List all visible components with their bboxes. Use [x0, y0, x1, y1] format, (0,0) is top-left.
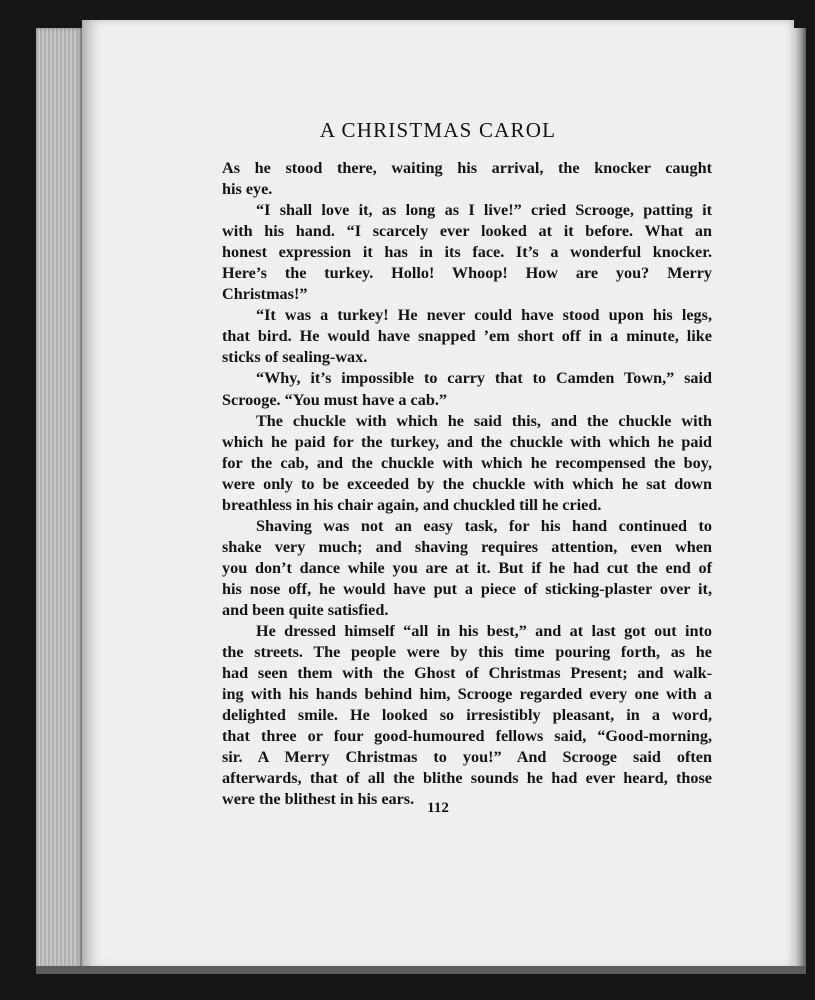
text-line: you don’t dance while you are at it. But if he had cut the end of [222, 558, 712, 577]
text-line: his nose off, he would have put a piece of sticking-plaster over it, [222, 579, 712, 598]
book-page-edges-right [794, 28, 806, 968]
text-line: breathless in his chair again, and chuckled till he cried. [222, 495, 602, 514]
text-line: his eye. [222, 180, 273, 199]
text-line: The chuckle with which he said this, and the chuckle with [256, 411, 712, 430]
text-line: honest expression it has in its face. It’s a wonderful knocker. [222, 243, 712, 262]
text-line: ing with his hands behind him, Scrooge regarded every one with a [222, 685, 712, 704]
text-line: “It was a turkey! He never could have stood upon his legs, [256, 306, 712, 325]
body-text [222, 158, 712, 810]
text-line: which he paid for the turkey, and the chuckle with which he paid [222, 432, 712, 451]
text-line: sticks of sealing-wax. [222, 348, 368, 367]
text-line: delighted smile. He looked so irresistibly pleasant, in a word, [222, 706, 712, 725]
text-line: Christmas!” [222, 285, 308, 304]
text-line: Shaving was not an easy task, for his hand continued to [256, 516, 712, 535]
text-line: Here’s the turkey. Hollo! Whoop! How are you? Merry [222, 264, 712, 283]
text-line: the streets. The people were by this time pouring forth, as he [222, 643, 712, 662]
page-number: 112 [427, 800, 449, 816]
text-line: that bird. He would have snapped ’em short off in a minute, like [222, 327, 712, 346]
text-line: for the cab, and the chuckle with which he recompensed the boy, [222, 453, 712, 472]
text-line: “Why, it’s impossible to carry that to Camden Town,” said [256, 369, 712, 388]
text-line: shake very much; and shaving requires attention, even when [222, 537, 712, 556]
text-line: “I shall love it, as long as I live!” cried Scrooge, patting it [256, 201, 712, 220]
text-line: had seen them with the Ghost of Christmas Present; and walk- [222, 664, 712, 683]
text-line: with his hand. “I scarcely ever looked at it before. What an [222, 222, 712, 241]
book-bottom-edge [36, 966, 806, 974]
running-head: A CHRISTMAS CAROL [319, 118, 557, 142]
text-line: Scrooge. “You must have a cab.” [222, 390, 447, 409]
text-line: were only to be exceeded by the chuckle with which he sat down [222, 474, 712, 493]
book-page-edges-left [36, 28, 82, 968]
text-line: were the blithest in his ears. [222, 790, 415, 809]
text-line: He dressed himself “all in his best,” and at last got out into [256, 622, 712, 641]
text-line: that three or four good-humoured fellows said, “Good-morning, [222, 727, 712, 746]
text-line: afterwards, that of all the blithe sounds he had ever heard, those [222, 769, 712, 788]
text-line: sir. A Merry Christmas to you!” And Scrooge said often [222, 748, 712, 767]
text-line: and been quite satisfied. [222, 600, 389, 619]
text-line: As he stood there, waiting his arrival, the knocker caught [222, 159, 712, 177]
